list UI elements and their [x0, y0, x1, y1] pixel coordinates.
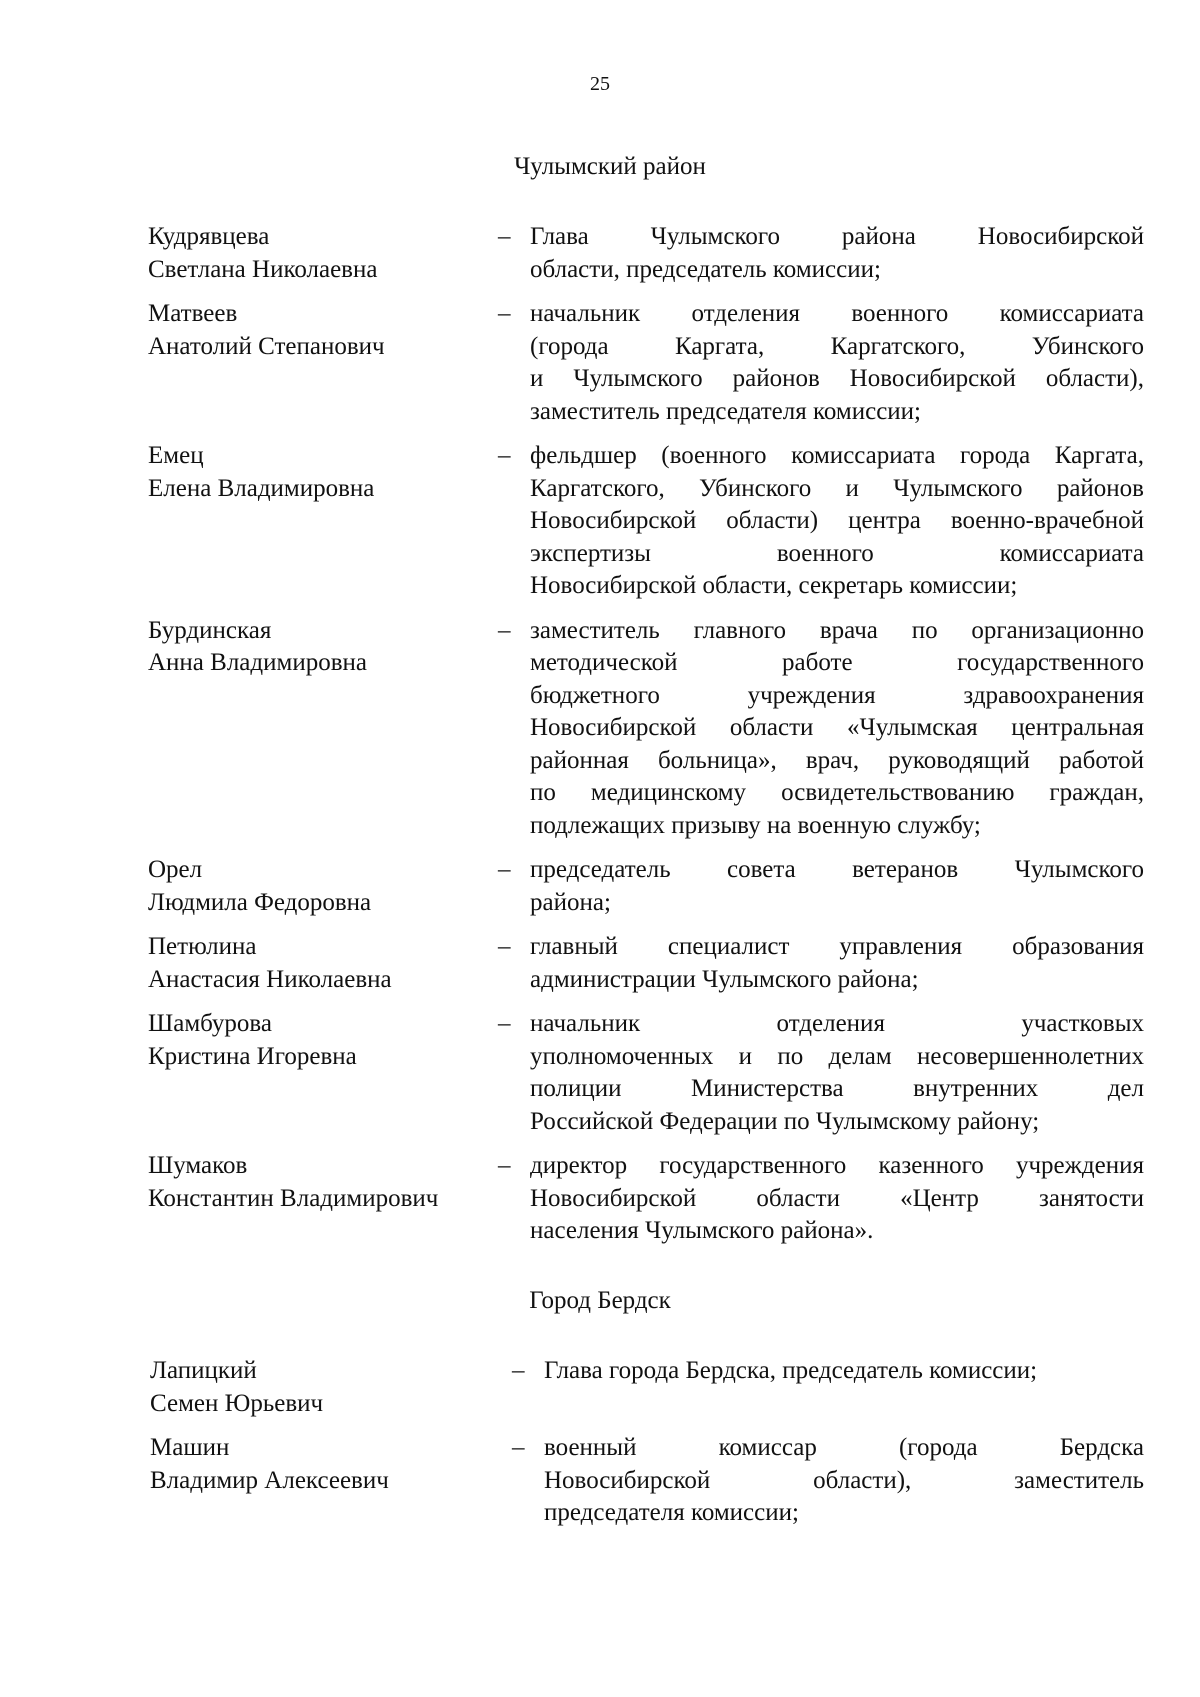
member-surname: Кудрявцева: [148, 223, 270, 250]
role-line: председатель совета ветеранов Чулымского: [530, 856, 1144, 883]
member-list-chulym: [0, 221, 1200, 1260]
role-line: заместитель председателя комиссии;: [530, 397, 922, 425]
role-line: Новосибирской области, секретарь комиссии;: [530, 572, 1018, 599]
role-line: начальник отделения участковых: [530, 1010, 1144, 1037]
member-given-names: Елена Владимировна: [148, 474, 375, 502]
dash-separator: –: [498, 300, 511, 327]
role-line: главный специалист управления образования: [530, 933, 1144, 960]
section-title-chulym: Чулымский район: [514, 153, 706, 180]
member-entry: [0, 440, 1200, 603]
role-line: (города Каргата, Каргатского, Убинского: [530, 332, 1144, 360]
member-role: [544, 1355, 1144, 1420]
member-name: [148, 440, 478, 603]
role-line: и Чулымского районов Новосибирской области),: [530, 365, 1144, 392]
member-entry: [0, 1008, 1200, 1138]
member-given-names: Семен Юрьевич: [150, 1389, 324, 1417]
member-given-names: Кристина Игоревна: [148, 1042, 357, 1070]
role-line: Новосибирской области), заместитель: [544, 1466, 1144, 1494]
member-entry: [0, 1355, 1200, 1420]
member-role: [530, 221, 1144, 286]
dash-separator: –: [512, 1434, 525, 1461]
role-line: администрации Чулымского района;: [530, 965, 919, 993]
member-entry: [0, 931, 1200, 996]
member-surname: Петюлина: [148, 933, 257, 960]
member-surname: Орел: [148, 856, 203, 883]
member-surname: Бурдинская: [148, 616, 272, 644]
member-role: [530, 1008, 1144, 1138]
role-line: директор государственного казенного учреждения: [530, 1152, 1144, 1179]
role-line: Новосибирской области «Чулымская центральная: [530, 714, 1144, 741]
role-line: Глава города Бердска, председатель комиссии;: [544, 1357, 1038, 1384]
member-list-berdsk: [0, 1355, 1200, 1542]
member-surname: Лапицкий: [150, 1357, 257, 1384]
member-given-names: Анастасия Николаевна: [148, 965, 392, 993]
dash-separator: –: [498, 616, 511, 644]
member-entry: [0, 615, 1200, 843]
member-given-names: Анатолий Степанович: [148, 332, 385, 360]
section-title-berdsk: Город Бердск: [529, 1287, 671, 1314]
member-entry: [0, 221, 1200, 286]
dash-separator: –: [498, 933, 511, 960]
member-entry: [0, 298, 1200, 428]
role-line: Новосибирской области «Центр занятости: [530, 1184, 1144, 1212]
role-line: по медицинскому освидетельствованию граждан,: [530, 779, 1144, 806]
member-surname: Шумаков: [148, 1152, 248, 1179]
role-line: начальник отделения военного комиссариата: [530, 300, 1144, 327]
page-number: 25: [590, 73, 610, 95]
member-given-names: Владимир Алексеевич: [150, 1466, 389, 1494]
dash-separator: –: [512, 1357, 525, 1384]
member-name: [150, 1432, 490, 1530]
role-line: района;: [530, 888, 611, 916]
role-line: населения Чулымского района».: [530, 1217, 874, 1244]
member-role: [530, 1150, 1144, 1248]
member-name: [148, 1150, 478, 1248]
role-line: Новосибирской области) центра военно-врачебной: [530, 507, 1144, 534]
member-name: [148, 298, 478, 428]
member-given-names: Людмила Федоровна: [148, 888, 372, 916]
member-name: [148, 221, 478, 286]
dash-separator: –: [498, 1010, 511, 1037]
member-name: [148, 931, 478, 996]
role-line: военный комиссар (города Бердска: [544, 1434, 1144, 1461]
member-name: [148, 1008, 478, 1138]
role-line: полиции Министерства внутренних дел: [530, 1075, 1144, 1102]
member-role: [530, 440, 1144, 603]
member-given-names: Светлана Николаевна: [148, 255, 378, 283]
member-role: [530, 615, 1144, 843]
member-role: [530, 854, 1144, 919]
member-entry: [0, 854, 1200, 919]
member-name: [150, 1355, 490, 1420]
role-line: фельдшер (военного комиссариата города Каргата,: [530, 442, 1144, 469]
member-entry: [0, 1432, 1200, 1530]
role-line: Российской Федерации по Чулымскому району;: [530, 1107, 1040, 1135]
dash-separator: –: [498, 856, 511, 883]
member-given-names: Анна Владимировна: [148, 649, 367, 676]
member-given-names: Константин Владимирович: [148, 1184, 439, 1212]
dash-separator: –: [498, 1152, 511, 1179]
role-line: экспертизы военного комиссариата: [530, 539, 1144, 567]
role-line: заместитель главного врача по организационно: [530, 616, 1144, 644]
member-surname: Емец: [148, 442, 204, 469]
role-line: председателя комиссии;: [544, 1499, 799, 1526]
role-line: Глава Чулымского района Новосибирской: [530, 223, 1144, 250]
member-surname: Машин: [150, 1434, 230, 1461]
role-line: бюджетного учреждения здравоохранения: [530, 681, 1144, 709]
member-surname: Матвеев: [148, 300, 238, 327]
role-line: Каргатского, Убинского и Чулымского районов: [530, 474, 1144, 502]
role-line: уполномоченных и по делам несовершеннолетних: [530, 1042, 1144, 1070]
member-entry: [0, 1150, 1200, 1248]
member-role: [530, 298, 1144, 428]
dash-separator: –: [498, 223, 511, 250]
role-line: районная больница», врач, руководящий работой: [530, 746, 1144, 774]
dash-separator: –: [498, 442, 511, 469]
role-line: области, председатель комиссии;: [530, 255, 881, 283]
member-name: [148, 854, 478, 919]
role-line: подлежащих призыву на военную службу;: [530, 811, 981, 839]
member-role: [530, 931, 1144, 996]
member-name: [148, 615, 478, 843]
member-role: [544, 1432, 1144, 1530]
member-surname: Шамбурова: [148, 1010, 272, 1037]
role-line: методической работе государственного: [530, 649, 1144, 676]
